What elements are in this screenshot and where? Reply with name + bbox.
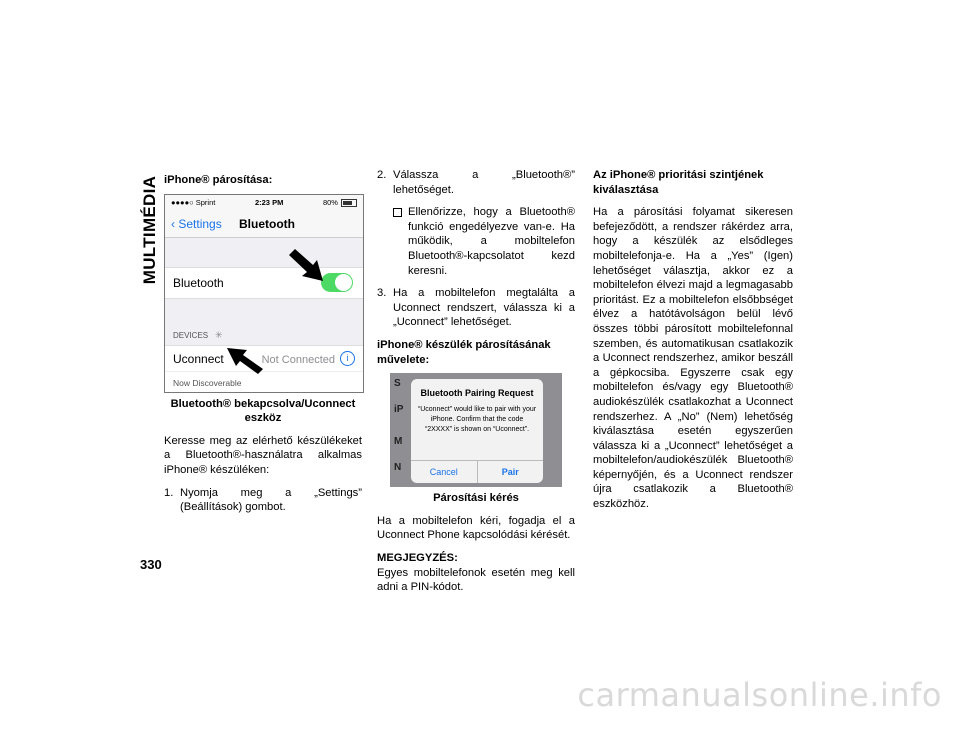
iphone-bluetooth-screenshot xyxy=(164,194,364,393)
bluetooth-row-label: Bluetooth xyxy=(173,275,224,290)
nav-title: Bluetooth xyxy=(239,216,295,231)
arrow-to-toggle-icon xyxy=(287,249,327,285)
step-2: 2. Válassza a „Bluetooth®” lehetőséget. xyxy=(377,169,575,196)
device-name: Uconnect xyxy=(173,351,224,366)
settings-back-button[interactable]: ‹ Settings xyxy=(171,216,222,231)
pairing-request-screenshot: S iP M N Bluetooth Pairing Request “Uconnect” would like to pair with your iPhone. Confirm that the code “2XXXX” is shown on “Uconnect”. Cancel Pair xyxy=(390,373,562,487)
battery-indicator: 80% xyxy=(323,196,357,211)
phone-screenshot-caption: Bluetooth® bekapcsolva/Uconnect eszköz xyxy=(170,397,356,425)
arrow-to-uconnect-icon xyxy=(225,345,265,375)
cancel-button[interactable]: Cancel xyxy=(429,467,458,478)
dialog-title: Bluetooth Pairing Request xyxy=(420,388,534,399)
pairing-dialog xyxy=(411,379,543,483)
devices-label: DEVICES xyxy=(173,330,209,340)
status-bar xyxy=(165,195,363,213)
battery-icon xyxy=(341,199,357,207)
pairing-caption: Párosítási kérés xyxy=(433,492,519,505)
dialog-buttons xyxy=(411,460,543,483)
checkbox-bullet-icon xyxy=(393,208,402,217)
accept-paragraph: Ha a mobiltelefon kéri, fogadja el a Uconnect Phone kapcsolódási kérését. xyxy=(377,514,575,542)
info-icon[interactable]: i xyxy=(340,351,355,366)
column-2 xyxy=(377,168,575,603)
check-bullet: Ellenőrizze, hogy a Bluetooth® funkció engedélyezve van-e. Ha működik, a mobiltelefon Bluetooth®-kapcsolatot kezd keresni. xyxy=(393,205,575,278)
bluetooth-toggle-row[interactable] xyxy=(165,267,363,299)
intro-paragraph: Keresse meg az elérhető készülékeket a Bluetooth®-használatra alkalmas iPhone® készüléken: xyxy=(164,434,362,476)
pair-button[interactable]: Pair xyxy=(477,461,544,483)
priority-heading: Az iPhone® prioritási szintjének kiválasztása xyxy=(593,169,764,196)
device-status: Not Connected xyxy=(261,353,335,366)
section-title: MULTIMÉDIA xyxy=(140,175,159,285)
dialog-message: “Uconnect” would like to pair with your iPhone. Confirm that the code “2XXXX” is shown on “Uconnect”. xyxy=(417,405,537,433)
watermark: carmanualsonline.info xyxy=(577,676,942,714)
pairing-procedure-heading: iPhone® készülék párosításának művelete: xyxy=(377,338,551,366)
note-text: Egyes mobiltelefonok esetén meg kell adni a PIN-kódot. xyxy=(377,566,575,594)
step-3: 3. Ha a mobiltelefon megtalálta a Uconnect rendszert, válassza ki a „Uconnect” lehetőséget. xyxy=(377,287,575,329)
nav-bar xyxy=(165,213,363,238)
note-heading: MEGJEGYZÉS: xyxy=(377,551,458,564)
column-3 xyxy=(593,168,793,520)
discoverable-label: Now Discoverable xyxy=(173,377,242,388)
pairing-heading: iPhone® párosítása: xyxy=(164,174,273,186)
loading-spinner-icon: ✳ xyxy=(215,329,223,340)
carrier-label: ●●●●○ Sprint xyxy=(171,198,216,208)
time-label: 2:23 PM xyxy=(254,198,284,208)
page-number: 330 xyxy=(140,557,162,572)
column-1 xyxy=(164,173,362,523)
step-1: 1. Nyomja meg a „Settings” (Beállítások) gombot. xyxy=(164,486,362,514)
priority-paragraph: Ha a párosítási folyamat sikeresen befejeződött, a rendszer rákérdez arra, hogy a készülék az elsődleges mobiltelefonja-e. Ha a „Yes” (Igen) lehetőséget választja, akkor ez a mobiltelefon élvezi majd a legmagasabb prioritást. Ez a mobiltelefon elsőbbséget élvez a hatótávolságon belül lévő összes többi párosított mobiltelefonnal szemben, és automatikusan csatlakozik a Uconnect rendszerhez, amikor beszáll a gépkocsiba. Egyszerre csak egy mobiltelefon és/vagy egy Bluetooth® audiokészülék csatlakozhat a Uconnect rendszerhez. A „No” (Nem) lehetőség kiválasztása esetén egyszerűen válassza ki a „Uconnect” lehetőséget a mobiltelefon/audiokészülék Bluetooth® képernyőjén, és a Uconnect rendszer újra csatlakozik a Bluetooth® eszközhöz. xyxy=(593,206,793,511)
